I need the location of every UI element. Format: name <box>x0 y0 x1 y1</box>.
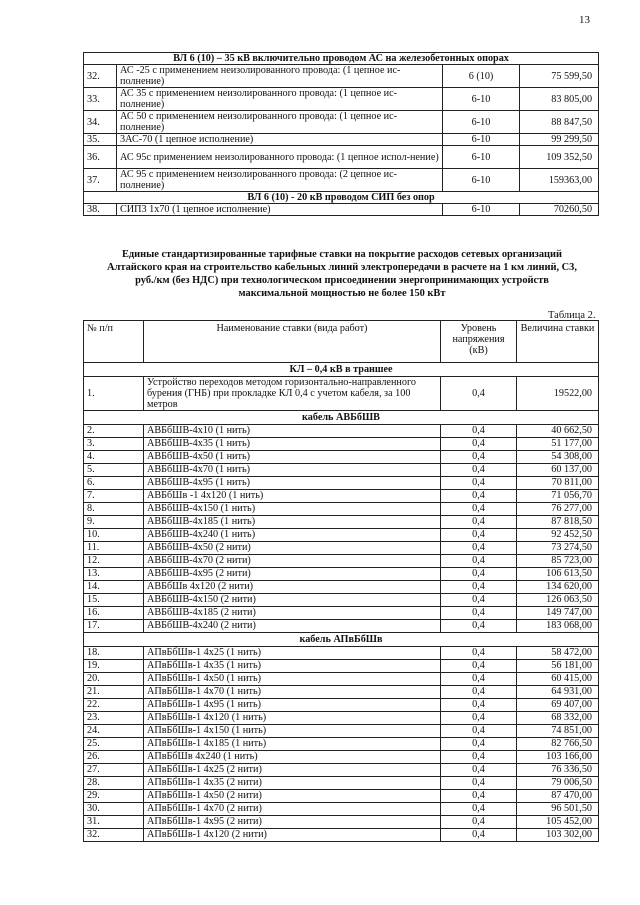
section-trench <box>84 363 599 377</box>
row-name: СИП3 1х70 (1 цепное исполнение) <box>117 204 443 216</box>
row-name: АВБбШв 4х120 (2 нити) <box>144 581 441 594</box>
row-number: 9. <box>84 516 144 529</box>
row-rate: 105 452,00 <box>517 816 599 829</box>
row-voltage: 0,4 <box>441 568 517 581</box>
table-row <box>84 620 599 633</box>
row-number: 35. <box>84 134 117 146</box>
row-number: 14. <box>84 581 144 594</box>
table-row <box>84 829 599 842</box>
table-row <box>84 607 599 620</box>
row-name: АПвБбШв-1 4х50 (2 нити) <box>144 790 441 803</box>
row-name: АПвБбШв-1 4х50 (1 нить) <box>144 673 441 686</box>
table-row <box>84 377 599 411</box>
row-voltage: 0,4 <box>441 529 517 542</box>
row-rate: 76 336,50 <box>517 764 599 777</box>
table-row <box>84 477 599 490</box>
table-row <box>84 816 599 829</box>
table-row <box>84 204 599 216</box>
row-voltage: 0,4 <box>441 816 517 829</box>
row-rate: 69 407,00 <box>517 699 599 712</box>
table-row <box>84 425 599 438</box>
row-name: АПвБбШв-1 4х25 (2 нити) <box>144 764 441 777</box>
page-number: 13 <box>579 14 590 26</box>
table-row <box>84 712 599 725</box>
row-rate: 87 818,50 <box>517 516 599 529</box>
table-row <box>84 790 599 803</box>
row-voltage: 0,4 <box>441 725 517 738</box>
row-rate: 92 452,50 <box>517 529 599 542</box>
row-name: АВБбШВ-4х35 (1 нить) <box>144 438 441 451</box>
row-rate: 75 599,50 <box>520 65 599 88</box>
row-name: АВБбШВ-4х95 (2 нити) <box>144 568 441 581</box>
table-row <box>84 146 599 169</box>
section-trench-label: КЛ – 0,4 кВ в траншее <box>84 363 599 377</box>
row-rate: 70 811,00 <box>517 477 599 490</box>
table-caption: Таблица 2. <box>548 310 596 321</box>
row-voltage: 0,4 <box>441 581 517 594</box>
row-number: 21. <box>84 686 144 699</box>
row-number: 3. <box>84 438 144 451</box>
row-voltage: 6 (10) <box>443 65 520 88</box>
row-rate: 99 299,50 <box>520 134 599 146</box>
section-avb-cable <box>84 411 599 425</box>
row-voltage: 0,4 <box>441 438 517 451</box>
row-rate: 88 847,50 <box>520 111 599 134</box>
row-number: 11. <box>84 542 144 555</box>
section-sip-wire-label: ВЛ 6 (10) - 20 кВ проводом СИП без опор <box>84 192 599 204</box>
row-number: 31. <box>84 816 144 829</box>
row-rate: 103 166,00 <box>517 751 599 764</box>
table-row <box>84 660 599 673</box>
row-number: 23. <box>84 712 144 725</box>
row-rate: 71 056,70 <box>517 490 599 503</box>
table-row <box>84 542 599 555</box>
row-rate: 96 501,50 <box>517 803 599 816</box>
row-name: АС -25 с применением неизолированного провода: (1 цепное ис-полнение) <box>117 65 443 88</box>
row-number: 4. <box>84 451 144 464</box>
row-name: АВБбШВ-4х150 (2 нити) <box>144 594 441 607</box>
row-name: АВБбШВ-4х150 (1 нить) <box>144 503 441 516</box>
row-voltage: 6-10 <box>443 146 520 169</box>
table-row <box>84 764 599 777</box>
row-name: АПвБбШв-1 4х70 (2 нити) <box>144 803 441 816</box>
row-rate: 40 662,50 <box>517 425 599 438</box>
row-name: АС 95с применением неизолированного провода: (1 цепное испол-нение) <box>117 146 443 169</box>
row-voltage: 0,4 <box>441 425 517 438</box>
table-row <box>84 65 599 88</box>
row-number: 28. <box>84 777 144 790</box>
row-name: АПвБбШв-1 4х95 (1 нить) <box>144 699 441 712</box>
row-name: АВБбШВ-4х70 (1 нить) <box>144 464 441 477</box>
row-voltage: 6-10 <box>443 88 520 111</box>
row-number: 27. <box>84 764 144 777</box>
row-name: Устройство переходов методом горизонтально-направленного бурения (ГНБ) при прокладке КЛ 0,4 с учетом кабеля, за 100 метров <box>144 377 441 411</box>
table-row <box>84 88 599 111</box>
row-number: 38. <box>84 204 117 216</box>
table-row <box>84 568 599 581</box>
row-number: 16. <box>84 607 144 620</box>
row-name: АС 35 с применением неизолированного провода: (1 цепное ис-полнение) <box>117 88 443 111</box>
row-rate: 79 006,50 <box>517 777 599 790</box>
row-name: АПвБбШв-1 4х185 (1 нить) <box>144 738 441 751</box>
table-row <box>84 516 599 529</box>
row-number: 30. <box>84 803 144 816</box>
row-rate: 64 931,00 <box>517 686 599 699</box>
row-voltage: 0,4 <box>441 516 517 529</box>
row-number: 17. <box>84 620 144 633</box>
table-row <box>84 134 599 146</box>
table-row <box>84 490 599 503</box>
row-number: 18. <box>84 647 144 660</box>
row-number: 32. <box>84 65 117 88</box>
row-rate: 76 277,00 <box>517 503 599 516</box>
row-voltage: 0,4 <box>441 790 517 803</box>
row-voltage: 0,4 <box>441 686 517 699</box>
row-rate: 60 137,00 <box>517 464 599 477</box>
row-number: 2. <box>84 425 144 438</box>
table-row <box>84 464 599 477</box>
row-rate: 68 332,00 <box>517 712 599 725</box>
row-number: 12. <box>84 555 144 568</box>
cable-lines-table <box>83 320 599 842</box>
row-rate: 109 352,50 <box>520 146 599 169</box>
row-name: АВБбШВ-4х240 (2 нити) <box>144 620 441 633</box>
table-row <box>84 686 599 699</box>
row-rate: 183 068,00 <box>517 620 599 633</box>
row-name: АВБбШВ-4х10 (1 нить) <box>144 425 441 438</box>
row-number: 6. <box>84 477 144 490</box>
row-voltage: 0,4 <box>441 647 517 660</box>
table-row <box>84 751 599 764</box>
row-name: АВБбШВ-4х95 (1 нить) <box>144 477 441 490</box>
row-voltage: 0,4 <box>441 751 517 764</box>
row-name: АПвБбШв-1 4х95 (2 нити) <box>144 816 441 829</box>
row-voltage: 0,4 <box>441 377 517 411</box>
row-rate: 103 302,00 <box>517 829 599 842</box>
row-number: 13. <box>84 568 144 581</box>
row-name: АПвБбШв 4х240 (1 нить) <box>144 751 441 764</box>
row-number: 37. <box>84 169 117 192</box>
row-number: 5. <box>84 464 144 477</box>
row-voltage: 0,4 <box>441 660 517 673</box>
row-number: 20. <box>84 673 144 686</box>
row-number: 33. <box>84 88 117 111</box>
row-number: 36. <box>84 146 117 169</box>
row-voltage: 0,4 <box>441 451 517 464</box>
row-voltage: 0,4 <box>441 464 517 477</box>
row-name: АВБбШВ-4х240 (1 нить) <box>144 529 441 542</box>
row-voltage: 0,4 <box>441 477 517 490</box>
table-row <box>84 111 599 134</box>
section-apv-cable <box>84 633 599 647</box>
section-apv-cable-label: кабель АПвБбШв <box>84 633 599 647</box>
row-number: 24. <box>84 725 144 738</box>
row-rate: 54 308,00 <box>517 451 599 464</box>
row-rate: 51 177,00 <box>517 438 599 451</box>
table-row <box>84 594 599 607</box>
row-name: АВБбШВ-4х50 (1 нить) <box>144 451 441 464</box>
row-voltage: 0,4 <box>441 829 517 842</box>
row-voltage: 0,4 <box>441 594 517 607</box>
table-row <box>84 725 599 738</box>
row-number: 8. <box>84 503 144 516</box>
row-voltage: 6-10 <box>443 111 520 134</box>
row-number: 7. <box>84 490 144 503</box>
row-voltage: 6-10 <box>443 134 520 146</box>
table-row <box>84 647 599 660</box>
row-name: АПвБбШв-1 4х35 (1 нить) <box>144 660 441 673</box>
row-voltage: 0,4 <box>441 620 517 633</box>
row-number: 19. <box>84 660 144 673</box>
row-voltage: 0,4 <box>441 712 517 725</box>
row-name: 3АС-70 (1 цепное исполнение) <box>117 134 443 146</box>
row-voltage: 0,4 <box>441 490 517 503</box>
table-header-row <box>84 321 599 363</box>
row-name: АПвБбШв-1 4х120 (2 нити) <box>144 829 441 842</box>
row-name: АПвБбШв-1 4х35 (2 нити) <box>144 777 441 790</box>
section-sip-wire <box>84 192 599 204</box>
row-number: 10. <box>84 529 144 542</box>
row-number: 25. <box>84 738 144 751</box>
row-voltage: 6-10 <box>443 204 520 216</box>
row-number: 15. <box>84 594 144 607</box>
row-rate: 74 851,00 <box>517 725 599 738</box>
row-voltage: 0,4 <box>441 777 517 790</box>
row-rate: 82 766,50 <box>517 738 599 751</box>
row-rate: 19522,00 <box>517 377 599 411</box>
table-row <box>84 529 599 542</box>
row-rate: 106 613,50 <box>517 568 599 581</box>
table-row <box>84 451 599 464</box>
section-heading: Единые стандартизированные тарифные ставки на покрытие расходов сетевых организаций Алтайского края на строительство кабельных линий электропередачи в расчете на 1 км линий, С3, руб./км (без НДС) при технологическом присоединении энергопринимающих устройств максимальной мощностью не более 150 кВт <box>107 249 577 299</box>
row-name: АВБбШВ-4х50 (2 нити) <box>144 542 441 555</box>
section-ac-wire-label: ВЛ 6 (10) – 35 кВ включительно проводом АС на железобетонных опорах <box>84 53 599 65</box>
header-name: Наименование ставки (вида работ) <box>144 321 441 363</box>
row-name: АПвБбШв-1 4х150 (1 нить) <box>144 725 441 738</box>
header-num: № п/п <box>84 321 144 363</box>
row-rate: 159363,00 <box>520 169 599 192</box>
row-rate: 126 063,50 <box>517 594 599 607</box>
row-name: АВБбШв -1 4х120 (1 нить) <box>144 490 441 503</box>
row-voltage: 0,4 <box>441 764 517 777</box>
table-row <box>84 503 599 516</box>
table-row <box>84 738 599 751</box>
row-voltage: 0,4 <box>441 503 517 516</box>
row-number: 1. <box>84 377 144 411</box>
overhead-lines-table <box>83 52 599 216</box>
row-voltage: 0,4 <box>441 555 517 568</box>
row-rate: 70260,50 <box>520 204 599 216</box>
overhead-lines-table-body <box>84 53 599 216</box>
table-row <box>84 581 599 594</box>
row-rate: 85 723,00 <box>517 555 599 568</box>
row-voltage: 0,4 <box>441 803 517 816</box>
row-number: 32. <box>84 829 144 842</box>
header-rate: Величина ставки <box>517 321 599 363</box>
row-rate: 58 472,00 <box>517 647 599 660</box>
table-row <box>84 777 599 790</box>
section-ac-wire <box>84 53 599 65</box>
row-rate: 87 470,00 <box>517 790 599 803</box>
row-voltage: 0,4 <box>441 699 517 712</box>
row-name: АВБбШВ-4х185 (1 нить) <box>144 516 441 529</box>
row-name: АВБбШВ-4х185 (2 нити) <box>144 607 441 620</box>
row-rate: 83 805,00 <box>520 88 599 111</box>
section-avb-cable-label: кабель АВБбШВ <box>84 411 599 425</box>
row-voltage: 0,4 <box>441 607 517 620</box>
table-row <box>84 699 599 712</box>
row-rate: 56 181,00 <box>517 660 599 673</box>
row-number: 34. <box>84 111 117 134</box>
row-voltage: 0,4 <box>441 673 517 686</box>
header-voltage: Уровень напряжения (кВ) <box>441 321 517 363</box>
row-number: 26. <box>84 751 144 764</box>
row-name: АПвБбШв-1 4х120 (1 нить) <box>144 712 441 725</box>
row-name: АПвБбШв-1 4х70 (1 нить) <box>144 686 441 699</box>
row-name: АС 95 с применением неизолированного провода: (2 цепное ис-полнение) <box>117 169 443 192</box>
table-row <box>84 169 599 192</box>
row-name: АВБбШВ-4х70 (2 нити) <box>144 555 441 568</box>
row-voltage: 6-10 <box>443 169 520 192</box>
row-rate: 60 415,00 <box>517 673 599 686</box>
row-rate: 134 620,00 <box>517 581 599 594</box>
row-name: АС 50 с применением неизолированного провода: (1 цепное ис-полнение) <box>117 111 443 134</box>
table-row <box>84 438 599 451</box>
row-voltage: 0,4 <box>441 542 517 555</box>
cable-lines-table-body <box>84 363 599 842</box>
table-row <box>84 555 599 568</box>
row-number: 22. <box>84 699 144 712</box>
row-number: 29. <box>84 790 144 803</box>
row-name: АПвБбШв-1 4х25 (1 нить) <box>144 647 441 660</box>
row-voltage: 0,4 <box>441 738 517 751</box>
table-row <box>84 803 599 816</box>
table-row <box>84 673 599 686</box>
row-rate: 149 747,00 <box>517 607 599 620</box>
row-rate: 73 274,50 <box>517 542 599 555</box>
